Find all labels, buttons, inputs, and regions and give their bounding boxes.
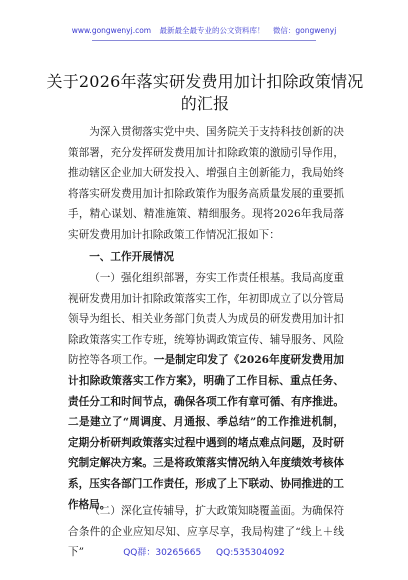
intro-paragraph xyxy=(68,122,344,246)
subsection-2-lead: （二）深化宣传辅导，扩大政策知晓覆盖面。 xyxy=(89,505,302,517)
title-line-2: 的汇报 xyxy=(180,94,230,113)
site-link[interactable]: www.gongwenyj.com xyxy=(71,26,152,35)
wechat-id: 微信：gongwenyj xyxy=(272,26,337,35)
subsection-1 xyxy=(68,268,344,515)
subsection-1-paragraph xyxy=(68,268,344,515)
footer-contact xyxy=(0,545,408,558)
intro-text: 为深入贯彻落实党中央、国务院关于支持科技创新的决策部署，充分发挥研发费用加计扣除政策的激励引导作用，推动辖区企业加大研发投入、增强自主创新能力，我局始终将落实研发费用加计扣除政策作为服务高质量发展的重要抓手，精心谋划、精准施策、精细服务。现将2026年我局落实研发费用加计扣除政策工作情况汇报如下： xyxy=(68,126,344,241)
title-line-1: 关于2026年落实研发费用加计扣除政策情况 xyxy=(46,72,364,91)
qq-group: QQ群：30265665 xyxy=(123,548,202,558)
header-divider xyxy=(92,40,316,41)
document-title xyxy=(40,71,370,115)
section-heading-text: 一、工作开展情况 xyxy=(89,251,174,263)
subsection-1-body: 我局高度重视研发费用加计扣除政策落实工作，年初即成立了以分管局领导为组长、相关业务部门负责人为成员的研发费用加计扣除政策落实工作专班，统筹协调政策宣传、辅导服务、风险防控等各项工作。 xyxy=(68,272,345,367)
section-heading xyxy=(68,247,344,268)
qq-number: QQ:535304092 xyxy=(216,548,285,558)
site-slogan: 最新最全最专业的公文资料库！ xyxy=(159,26,265,35)
header-banner xyxy=(0,26,408,36)
subsection-1-emphasis: 一是制定印发了《2026年度研发费用加计扣除政策落实工作方案》，明确了工作目标、重点任务、责任分工和时间节点，确保各项工作有章可循、有序推进。二是建立了“周调度、月通报、季总结”的工作推进机制，定期分析研判政策落实过程中遇到的堵点难点问题，及时研究制定解决方案。三是将政策落实情况纳入年度绩效考核体系，压实各部门工作责任，形成了上下联动、协同推进的工作格局。 xyxy=(68,354,345,511)
subsection-1-lead: （一）强化组织部署，夯实工作责任根基。 xyxy=(89,272,291,284)
subsection-2-body: 为确保符合条件的企业应知尽知、应享尽享，我局构建了“线上＋线下” xyxy=(68,505,345,559)
